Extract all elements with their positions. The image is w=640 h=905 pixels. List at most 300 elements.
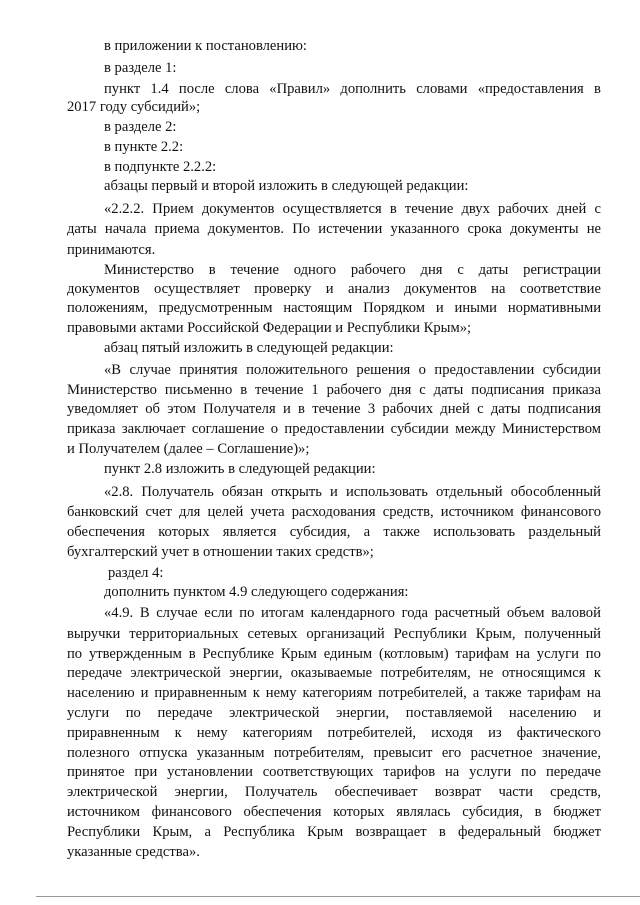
- word: для: [178, 503, 201, 520]
- word: «предоставления: [477, 81, 584, 98]
- text-line: [0, 783, 640, 801]
- word: По: [292, 220, 311, 237]
- word: энергии,: [336, 704, 390, 721]
- word: соответствие: [519, 281, 601, 298]
- word: не: [479, 664, 494, 681]
- word: Министерство: [67, 381, 157, 398]
- word: обеспечивает: [334, 784, 418, 801]
- text-line: [0, 564, 640, 582]
- word: в: [188, 645, 196, 662]
- text-line: [0, 177, 640, 195]
- text-line: [0, 261, 640, 279]
- word: к: [593, 664, 601, 681]
- word: документы: [510, 220, 579, 237]
- text-line-justified: [67, 783, 601, 801]
- word: нормативными: [507, 300, 601, 317]
- word: в: [389, 200, 397, 217]
- text-line: [0, 704, 640, 722]
- word: настоящим: [283, 300, 353, 317]
- word: источником: [440, 503, 514, 520]
- word: к: [252, 684, 260, 701]
- word: течение: [230, 262, 279, 279]
- word: и: [282, 400, 291, 417]
- word: передаче: [67, 664, 123, 681]
- text-line: [0, 299, 640, 317]
- word: уведомляет: [67, 400, 138, 417]
- text-line-content: указанные средства».: [67, 844, 200, 860]
- text-line-justified: [67, 381, 601, 399]
- text-line-justified: [67, 684, 601, 702]
- word: предоставлении: [284, 420, 385, 437]
- word: 3: [367, 400, 376, 417]
- text-line-justified: [104, 200, 601, 218]
- word: иными: [454, 300, 497, 317]
- word: даты: [433, 381, 464, 398]
- text-line-justified: [67, 724, 601, 742]
- word: на: [491, 281, 506, 298]
- word: населению: [67, 684, 135, 701]
- word: рабочего: [326, 381, 382, 398]
- word: услуги: [536, 645, 579, 662]
- word: возвращает: [355, 824, 427, 841]
- word: рабочих: [498, 200, 549, 217]
- word: субсидии: [542, 361, 601, 378]
- word: приказа: [67, 420, 116, 437]
- word: категориям: [242, 724, 313, 741]
- word: а: [204, 824, 211, 841]
- word: и: [593, 704, 601, 721]
- text-line: [0, 803, 640, 821]
- text-line-content: абзацы первый и второй изложить в следующей редакции:: [104, 178, 469, 195]
- word: Крым,: [475, 626, 516, 642]
- text-line: [0, 523, 640, 541]
- word: документов: [67, 281, 140, 298]
- word: соглашение: [191, 420, 265, 437]
- text-line-content: в разделе 2:: [104, 119, 177, 136]
- word: обеспечения: [67, 523, 145, 540]
- word: по: [585, 645, 601, 662]
- word: пункт: [104, 81, 141, 98]
- word: поставляемой: [405, 704, 493, 721]
- text-line-justified: [104, 80, 601, 98]
- word: рабочего: [350, 262, 406, 279]
- word: в: [240, 381, 248, 398]
- word: Порядком: [363, 300, 426, 317]
- word: целей: [207, 503, 244, 520]
- word: В: [139, 605, 150, 622]
- word: территориальных: [129, 626, 239, 642]
- word: возврат: [434, 784, 482, 801]
- word: оказываемые: [290, 664, 373, 681]
- word: значение,: [541, 744, 601, 761]
- word: банковский: [67, 503, 139, 520]
- word: Крым: [280, 645, 317, 662]
- text-line-justified: [104, 361, 601, 379]
- text-line: [0, 843, 640, 861]
- word: приравненным: [154, 684, 247, 701]
- word: объем: [506, 605, 545, 622]
- text-line: [0, 744, 640, 762]
- text-line-justified: [104, 483, 601, 501]
- text-line: [0, 440, 640, 458]
- word: даты: [478, 262, 509, 279]
- word: бюджет: [553, 824, 601, 841]
- word: по: [239, 605, 255, 622]
- text-line-justified: [67, 400, 601, 418]
- word: в: [438, 824, 446, 841]
- word: «Правил»: [269, 81, 331, 98]
- word: дополнить: [340, 81, 406, 98]
- word: из: [488, 724, 502, 741]
- text-line: [0, 483, 640, 501]
- word: Республике: [202, 645, 274, 662]
- word: фактического: [516, 724, 601, 741]
- word: об: [145, 400, 160, 417]
- text-line-justified: [67, 823, 601, 841]
- text-line: [0, 98, 640, 116]
- text-line: [0, 823, 640, 841]
- word: даты: [490, 400, 521, 417]
- word: рабочих: [382, 400, 433, 417]
- word: приказа: [552, 381, 601, 398]
- text-line-content: в приложении к постановлению:: [104, 38, 307, 54]
- text-line-justified: [67, 803, 601, 821]
- text-line: [0, 59, 640, 77]
- text-line-justified: [67, 220, 601, 238]
- word: субсидия,: [462, 804, 523, 821]
- word: 1: [311, 381, 319, 398]
- text-line-content: дополнить пунктом 4.9 следующего содержания:: [104, 584, 409, 601]
- word: подписания: [471, 381, 545, 398]
- word: при: [134, 764, 158, 781]
- text-line-content: правовыми актами Российской Федерации и Республики Крым»;: [67, 320, 472, 337]
- word: Получатель: [244, 784, 318, 801]
- word: расчетное: [470, 744, 533, 761]
- text-line: [0, 138, 640, 156]
- word: расходования: [291, 503, 376, 520]
- word: которых: [333, 804, 385, 821]
- word: Крым,: [152, 824, 193, 841]
- word: начала: [104, 220, 147, 237]
- text-line: [0, 118, 640, 136]
- word: а: [363, 523, 371, 540]
- word: и: [330, 484, 338, 500]
- word: относящимся: [501, 664, 586, 681]
- word: категориям: [302, 684, 373, 701]
- word: словами: [416, 81, 468, 98]
- word: указанного: [390, 220, 460, 237]
- word: на: [515, 645, 530, 662]
- word: тарифам: [455, 645, 509, 662]
- text-line: [0, 724, 640, 742]
- text-line-justified: [104, 261, 601, 279]
- text-line: [0, 361, 640, 379]
- word: сетевых: [247, 626, 298, 642]
- word: течение: [312, 400, 361, 417]
- word: после: [178, 81, 215, 98]
- word: отпуска: [139, 744, 188, 761]
- text-line: [0, 625, 640, 643]
- word: финансового: [151, 804, 232, 821]
- word: которых: [158, 523, 210, 540]
- word: года: [401, 605, 428, 622]
- word: документов.: [207, 220, 285, 237]
- word: обособленный: [510, 484, 601, 500]
- text-line: [0, 339, 640, 357]
- word: течение: [255, 381, 304, 398]
- word: случае: [129, 361, 171, 378]
- word: являлась: [396, 804, 451, 821]
- text-line-justified: [67, 664, 601, 682]
- word: (котловым): [378, 645, 449, 662]
- word: электрической: [67, 784, 158, 801]
- word: срока: [467, 220, 502, 237]
- word: нему: [196, 724, 228, 741]
- text-line-content: раздел 4:: [108, 564, 164, 581]
- word: принятое: [67, 764, 125, 781]
- word: услуги: [469, 764, 512, 781]
- word: указанным: [196, 744, 265, 761]
- word: электрической: [130, 664, 221, 681]
- word: предоставлении: [434, 361, 535, 378]
- word: федеральный: [458, 824, 541, 841]
- word: осуществляется: [282, 200, 382, 217]
- word: тарифов: [383, 764, 436, 781]
- word: исходя: [431, 724, 473, 741]
- word: также: [485, 684, 522, 701]
- text-line: [0, 583, 640, 601]
- word: также: [383, 523, 420, 540]
- text-line: [0, 400, 640, 418]
- text-line-justified: [67, 763, 601, 781]
- word: документов: [404, 281, 477, 298]
- text-line: [0, 280, 640, 298]
- text-line-justified: [67, 420, 601, 438]
- word: использовать: [345, 484, 428, 500]
- text-line: [0, 543, 640, 561]
- word: по: [67, 645, 83, 662]
- word: Республики: [393, 626, 467, 642]
- word: регистрации: [523, 262, 601, 279]
- word: раздельный: [528, 523, 601, 540]
- word: приравненным: [67, 724, 160, 741]
- text-line-content: принимаются.: [67, 241, 156, 258]
- text-line: [0, 319, 640, 337]
- word: одного: [293, 262, 337, 279]
- word: положительного: [246, 361, 348, 378]
- word: утвержденным: [88, 645, 182, 662]
- word: «В: [104, 361, 122, 378]
- word: дней: [556, 200, 587, 217]
- word: дня: [420, 262, 443, 279]
- word: населению: [508, 704, 577, 721]
- word: организаций: [306, 626, 385, 642]
- word: Получатель: [141, 484, 214, 500]
- word: 1.4: [150, 81, 169, 98]
- word: расчетный: [434, 605, 501, 622]
- text-line-justified: [104, 604, 601, 622]
- word: документов: [201, 200, 275, 217]
- word: Республики: [67, 824, 141, 841]
- word: приема: [154, 220, 200, 237]
- text-line: [0, 80, 640, 98]
- word: подписания: [527, 400, 601, 417]
- word: полезного: [67, 744, 130, 761]
- word: по: [125, 704, 141, 721]
- text-line: [0, 645, 640, 663]
- text-line-content: в разделе 1:: [104, 59, 177, 76]
- word: течение: [404, 200, 454, 217]
- text-line: [0, 37, 640, 55]
- word: передаче: [157, 704, 213, 721]
- word: дня: [389, 381, 412, 398]
- word: энергии,: [229, 664, 283, 681]
- word: установлении: [167, 764, 253, 781]
- word: не: [586, 220, 601, 237]
- word: единым: [323, 645, 373, 662]
- text-line: [0, 420, 640, 438]
- word: двух: [461, 200, 490, 217]
- word: «2.8.: [104, 484, 134, 500]
- text-line-justified: [67, 299, 601, 317]
- word: услуги: [67, 704, 110, 721]
- word: календарного: [310, 605, 395, 622]
- text-line: [0, 220, 640, 238]
- text-line: [0, 503, 640, 521]
- word: в: [534, 804, 542, 821]
- word: в: [298, 400, 305, 417]
- text-line: [0, 241, 640, 259]
- word: истечении: [318, 220, 383, 237]
- word: энергии,: [174, 784, 228, 801]
- word: с: [457, 262, 464, 279]
- text-line-justified: [67, 503, 601, 521]
- word: и: [140, 684, 149, 701]
- word: полученный: [524, 626, 601, 642]
- word: потребителей,: [378, 684, 467, 701]
- word: является: [222, 523, 277, 540]
- word: финансового: [520, 503, 601, 520]
- word: с: [477, 400, 484, 417]
- word: средств,: [382, 503, 434, 520]
- word: источником: [67, 804, 140, 821]
- text-line-content: бухгалтерский учет в отношении таких средств»;: [67, 543, 374, 560]
- word: предусмотренным: [158, 300, 273, 317]
- word: части: [498, 784, 533, 801]
- text-line: [0, 460, 640, 478]
- text-line-justified: [67, 744, 601, 762]
- word: с: [419, 381, 426, 398]
- word: на: [586, 684, 601, 701]
- word: его: [441, 744, 462, 761]
- text-line-justified: [67, 625, 601, 643]
- word: передаче: [545, 764, 601, 781]
- word: Прием: [152, 200, 194, 217]
- word: дней: [440, 400, 470, 417]
- word: с: [594, 200, 601, 217]
- word: принятия: [179, 361, 238, 378]
- word: превысит: [373, 744, 433, 761]
- word: в: [208, 262, 216, 279]
- word: обеспечения: [243, 804, 322, 821]
- word: по: [521, 764, 537, 781]
- text-line-content: 2017 году субсидий»;: [67, 98, 201, 115]
- word: и: [325, 281, 334, 298]
- text-line: [0, 381, 640, 399]
- word: бюджет: [553, 804, 601, 821]
- word: Крым: [307, 824, 344, 841]
- word: средств,: [550, 784, 601, 801]
- word: выручки: [67, 626, 121, 642]
- word: этом: [167, 400, 196, 417]
- word: о: [270, 420, 279, 437]
- word: итогам: [261, 605, 305, 622]
- word: письменно: [164, 381, 233, 398]
- word: открыть: [271, 484, 322, 500]
- word: и: [435, 300, 444, 317]
- word: субсидии: [390, 420, 449, 437]
- text-line: [0, 200, 640, 218]
- text-line-content: и Получателем (далее – Соглашение)»;: [67, 440, 310, 457]
- text-line-content: в пункте 2.2:: [104, 139, 184, 156]
- text-line-content: в подпункте 2.2.2:: [104, 159, 217, 176]
- word: осуществляет: [154, 281, 240, 298]
- text-line-content: пункт 2.8 изложить в следующей редакции:: [104, 461, 376, 478]
- word: а: [472, 684, 480, 701]
- word: тарифам: [527, 684, 581, 701]
- text-line: [0, 684, 640, 702]
- word: даты: [67, 220, 97, 237]
- word: случае: [156, 605, 198, 622]
- word: к: [174, 724, 182, 741]
- word: «2.2.2.: [104, 200, 145, 217]
- word: учета: [250, 503, 285, 520]
- word: решения: [356, 361, 411, 378]
- word: субсидия,: [289, 523, 351, 540]
- text-line: [0, 604, 640, 622]
- word: нему: [265, 684, 297, 701]
- word: обязан: [221, 484, 264, 500]
- word: между: [455, 420, 496, 437]
- word: заключает: [121, 420, 186, 437]
- text-line-justified: [67, 280, 601, 298]
- text-line: [0, 763, 640, 781]
- word: «4.9.: [104, 605, 134, 622]
- word: анализ: [347, 281, 390, 298]
- word: соответствующих: [262, 764, 374, 781]
- word: Получателя: [203, 400, 276, 417]
- text-line-justified: [67, 704, 601, 722]
- text-line-justified: [67, 523, 601, 541]
- word: электрической: [229, 704, 320, 721]
- word: слова: [224, 81, 260, 98]
- footer-rule: [36, 896, 640, 897]
- text-line: [0, 664, 640, 682]
- word: проверку: [254, 281, 312, 298]
- text-line-content: абзац пятый изложить в следующей редакции:: [104, 340, 394, 357]
- word: использовать: [433, 523, 516, 540]
- word: отдельный: [436, 484, 503, 500]
- word: Министерство: [104, 262, 194, 279]
- text-line: [0, 158, 640, 176]
- word: если: [204, 605, 233, 622]
- word: в: [593, 81, 601, 98]
- word: положениям,: [67, 300, 148, 317]
- word: на: [444, 764, 460, 781]
- word: Республика: [223, 824, 295, 841]
- word: Министерством: [502, 420, 601, 437]
- word: счет: [145, 503, 172, 520]
